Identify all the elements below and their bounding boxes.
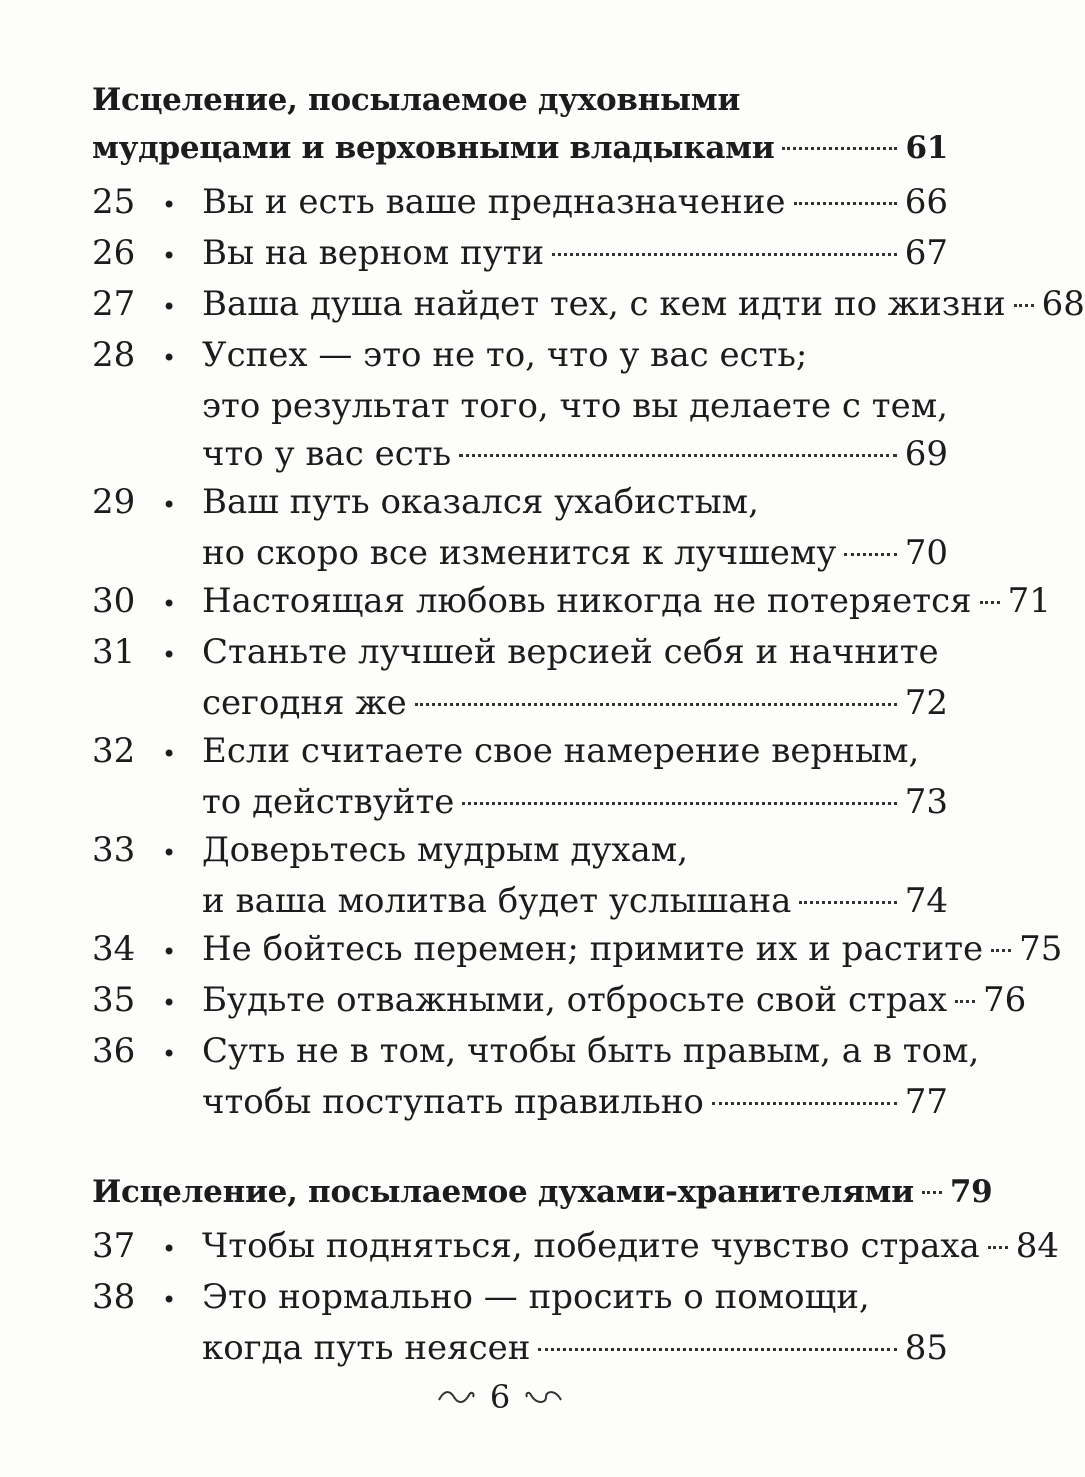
toc-entry-line <box>92 628 948 679</box>
entry-page-number: 67 <box>904 233 948 273</box>
section-spacer <box>92 1126 948 1168</box>
entry-title: чтобы поступать правильно <box>202 1082 704 1122</box>
toc-section <box>92 76 1085 1126</box>
entry-title: и ваша молитва будет услышана <box>202 881 792 921</box>
entry-page-number: 75 <box>1019 929 1063 969</box>
entry-page-number: 74 <box>904 881 948 921</box>
toc-entry <box>92 976 1027 1027</box>
entry-page-number: 76 <box>983 980 1027 1020</box>
toc-entry-line <box>92 679 948 727</box>
dot-leader <box>980 601 1000 604</box>
toc-entry <box>92 1222 1060 1273</box>
entry-title: Доверьтесь мудрым духам, <box>202 830 689 870</box>
entry-page-number: 68 <box>1041 284 1085 324</box>
section-title-text: Исцеление, посылаемое духовными <box>92 82 741 118</box>
bullet-icon: • <box>162 1235 177 1263</box>
toc-entry-line <box>92 925 1063 976</box>
dot-leader <box>712 1102 897 1105</box>
entry-number: 37 <box>92 1226 136 1266</box>
entry-page-number: 70 <box>904 533 948 573</box>
entry-title: Станьте лучшей версией себя и начните <box>202 632 939 672</box>
toc-entry <box>92 577 1051 628</box>
dot-leader <box>988 1246 1008 1249</box>
entry-number: 34 <box>92 929 136 969</box>
entry-title: Чтобы подняться, победите чувство страха <box>202 1226 980 1266</box>
dot-leader <box>462 802 896 805</box>
toc-entry-line <box>92 1222 1060 1273</box>
toc-entry-line <box>92 1078 948 1126</box>
dot-leader <box>538 1348 896 1351</box>
dot-leader <box>844 553 896 556</box>
toc-entry <box>92 280 1085 331</box>
section-title-line <box>92 1168 993 1216</box>
dot-leader <box>799 901 896 904</box>
toc-entry-line <box>92 1027 980 1078</box>
dot-leader <box>415 703 897 706</box>
bullet-icon: • <box>162 1040 177 1068</box>
bullet-icon: • <box>162 740 177 768</box>
section-page-number: 61 <box>905 130 948 166</box>
entry-title: Суть не в том, чтобы быть правым, а в том, <box>202 1031 980 1071</box>
entry-page-number: 69 <box>904 434 948 474</box>
entry-number: 31 <box>92 632 136 672</box>
entry-number: 38 <box>92 1277 136 1317</box>
entry-page-number: 71 <box>1007 581 1051 621</box>
entry-number: 25 <box>92 182 136 222</box>
entry-number: 33 <box>92 830 136 870</box>
entry-number: 27 <box>92 284 136 324</box>
ornament-left-icon <box>436 1388 476 1406</box>
entry-title: Если считаете свое намерение верным, <box>202 731 920 771</box>
toc-entry-line <box>92 577 1051 628</box>
toc-entry-line <box>92 727 948 778</box>
section-title-text: Исцеление, посылаемое духами-хранителями <box>92 1174 914 1210</box>
toc-entry-line <box>92 826 948 877</box>
entry-number: 29 <box>92 482 136 522</box>
entry-number: 32 <box>92 731 136 771</box>
entry-title: Будьте отважными, отбросьте свой страх <box>202 980 948 1020</box>
toc-entry-line <box>92 976 1027 1027</box>
entry-page-number: 84 <box>1015 1226 1060 1266</box>
toc-entry-line <box>92 478 948 529</box>
toc-entry-line <box>92 430 948 478</box>
entry-title: Настоящая любовь никогда не потеряется <box>202 581 972 621</box>
table-of-contents <box>92 76 1085 1372</box>
bullet-icon: • <box>162 1286 177 1314</box>
bullet-icon: • <box>162 191 177 219</box>
dot-leader <box>1014 304 1034 307</box>
bullet-icon: • <box>162 491 177 519</box>
entry-title: Это нормально — просить о помощи, <box>202 1277 870 1317</box>
section-title-line <box>92 124 948 172</box>
toc-entry-line <box>92 229 948 280</box>
entry-title: Ваша душа найдет тех, с кем идти по жизни <box>202 284 1006 324</box>
bullet-icon: • <box>162 590 177 618</box>
entry-title: Вы на верном пути <box>202 233 545 273</box>
entry-title: Не бойтесь перемен; примите их и растите <box>202 929 984 969</box>
bullet-icon: • <box>162 839 177 867</box>
section-page-number: 79 <box>949 1174 993 1210</box>
entry-number: 35 <box>92 980 136 1020</box>
entry-title: то действуйте <box>202 782 455 822</box>
entry-page-number: 85 <box>904 1328 948 1368</box>
entry-page-number: 72 <box>904 683 948 723</box>
toc-entry <box>92 1273 948 1372</box>
toc-entry-line <box>92 877 948 925</box>
dot-leader <box>552 253 897 256</box>
toc-entry-line <box>92 778 948 826</box>
dot-leader <box>794 202 897 205</box>
toc-entry-line <box>92 1324 948 1372</box>
entry-number: 36 <box>92 1031 136 1071</box>
entry-page-number: 73 <box>904 782 948 822</box>
entry-number: 30 <box>92 581 136 621</box>
bullet-icon: • <box>162 641 177 669</box>
entry-title: это результат того, что вы делаете с тем, <box>202 386 948 426</box>
entry-page-number: 77 <box>904 1082 948 1122</box>
bullet-icon: • <box>162 293 177 321</box>
toc-entry <box>92 229 948 280</box>
entry-number: 28 <box>92 335 136 375</box>
toc-entry-line <box>92 178 948 229</box>
toc-entry <box>92 925 1063 976</box>
entry-title: Вы и есть ваше предназначение <box>202 182 786 222</box>
toc-entry <box>92 478 948 577</box>
bullet-icon: • <box>162 989 177 1017</box>
section-title-line <box>92 76 948 124</box>
toc-entry-line <box>92 1273 948 1324</box>
entry-number: 26 <box>92 233 136 273</box>
toc-entry <box>92 331 948 478</box>
entry-title: когда путь неясен <box>202 1328 531 1368</box>
page-footer <box>0 1378 1000 1416</box>
section-heading <box>92 1168 993 1216</box>
entry-page-number: 66 <box>904 182 948 222</box>
toc-entry <box>92 727 948 826</box>
dot-leader <box>922 1191 942 1194</box>
bullet-icon: • <box>162 938 177 966</box>
dot-leader <box>955 1000 975 1003</box>
entry-title: что у вас есть <box>202 434 452 474</box>
section-heading <box>92 76 948 172</box>
section-title-text: мудрецами и верховными владыками <box>92 130 775 166</box>
toc-entry-line <box>92 331 948 382</box>
page-number: 6 <box>489 1378 511 1416</box>
bullet-icon: • <box>162 344 177 372</box>
toc-section <box>92 1168 1060 1372</box>
toc-entry <box>92 1027 980 1126</box>
entry-title: Успех — это не то, что у вас есть; <box>202 335 808 375</box>
toc-entry-line <box>92 382 948 430</box>
dot-leader <box>991 949 1011 952</box>
toc-entry-line <box>92 529 948 577</box>
entry-title: но скоро все изменится к лучшему <box>202 533 837 573</box>
ornament-right-icon <box>524 1388 564 1406</box>
toc-entry <box>92 178 948 229</box>
toc-entry <box>92 628 948 727</box>
dot-leader <box>782 147 897 150</box>
bullet-icon: • <box>162 242 177 270</box>
entry-title: сегодня же <box>202 683 407 723</box>
toc-entry <box>92 826 948 925</box>
dot-leader <box>459 454 897 457</box>
toc-entry-line <box>92 280 1085 331</box>
entry-title: Ваш путь оказался ухабистым, <box>202 482 759 522</box>
